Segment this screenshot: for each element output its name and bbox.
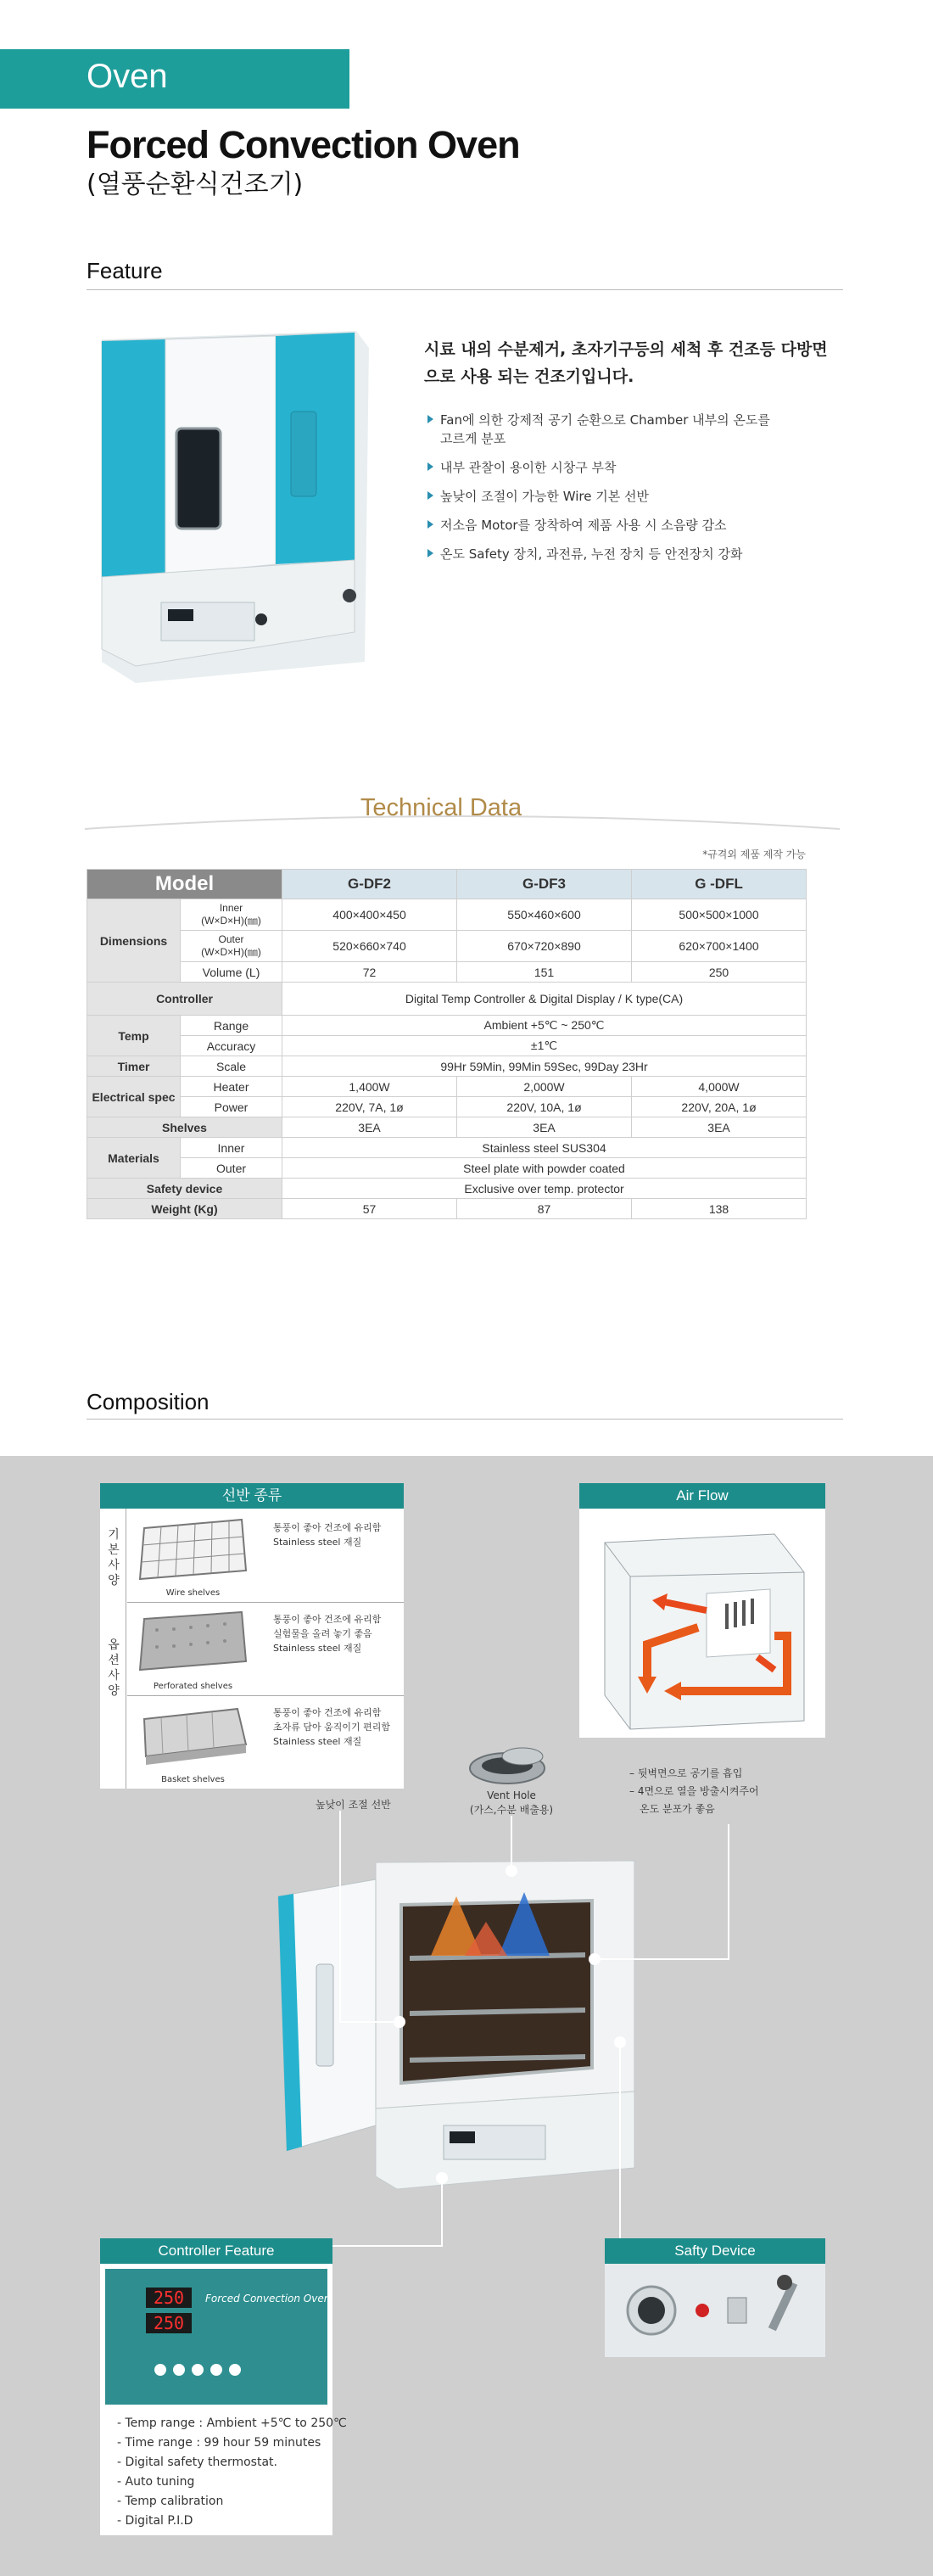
basket-shelf-image xyxy=(136,1702,250,1770)
airflow-notes: – 뒷벽면으로 공기를 흡입 – 4면으로 열을 방출시켜주어 온도 분포가 좋음 xyxy=(629,1767,759,1815)
row-group-label: Shelves xyxy=(87,1117,282,1138)
vent-hole-image xyxy=(465,1738,558,1790)
table-cell: 400×400×450 xyxy=(282,899,457,931)
perforated-shelf-image xyxy=(136,1609,250,1677)
feature-bullet: 저소음 Motor를 장착하여 제품 사용 시 소음량 감소 xyxy=(427,516,869,535)
shelf-description: 통풍이 좋아 건조에 유리함 초자류 담아 움직이기 편리함 Stainless steel 재질 xyxy=(273,1707,391,1747)
feature-bullet: 온도 Safety 장치, 과전류, 누전 장치 등 안전장치 강화 xyxy=(427,545,869,563)
model-col-header: G -DFL xyxy=(632,870,807,899)
wire-shelf-image xyxy=(136,1515,250,1585)
table-cell: 3EA xyxy=(632,1117,807,1138)
shelf-caption: Basket shelves xyxy=(161,1775,225,1784)
airflow-diagram xyxy=(579,1509,825,1738)
table-cell: 99Hr 59Min, 99Min 59Sec, 99Day 23Hr xyxy=(282,1056,807,1077)
controller-leader-line xyxy=(441,2177,443,2245)
composition-section-title: Composition xyxy=(87,1389,210,1414)
table-cell: Stainless steel SUS304 xyxy=(282,1138,807,1158)
shelves-divider xyxy=(127,1695,404,1696)
option-spec-label: 옵션사양 xyxy=(108,1638,120,1698)
table-cell: 520×660×740 xyxy=(282,931,457,962)
bullet-arrow-icon xyxy=(427,520,433,529)
safety-device-image xyxy=(605,2264,825,2357)
sv-display: 250 xyxy=(146,2313,192,2333)
table-cell: Digital Temp Controller & Digital Display / K type(CA) xyxy=(282,983,807,1016)
row-group-label: Weight (Kg) xyxy=(87,1199,282,1219)
control-button[interactable] xyxy=(154,2364,166,2376)
row-label: Outer (W×D×H)(㎜) xyxy=(181,931,282,962)
table-cell: 151 xyxy=(457,962,632,983)
bullet-arrow-icon xyxy=(427,549,433,557)
table-cell: 72 xyxy=(282,962,457,983)
row-label: Inner xyxy=(181,1138,282,1158)
table-cell: Exclusive over temp. protector xyxy=(282,1179,807,1199)
table-cell: 550×460×600 xyxy=(457,899,632,931)
bullet-arrow-icon xyxy=(427,462,433,471)
table-cell: 87 xyxy=(457,1199,632,1219)
row-group-label: Timer xyxy=(87,1056,181,1077)
shelf-caption: Wire shelves xyxy=(165,1588,221,1598)
category-banner xyxy=(0,49,349,109)
control-button[interactable] xyxy=(229,2364,241,2376)
control-button[interactable] xyxy=(192,2364,204,2376)
table-cell: 138 xyxy=(632,1199,807,1219)
table-cell: 3EA xyxy=(282,1117,457,1138)
feature-lead-line: 으로 사용 되는 건조기입니다. xyxy=(424,367,634,386)
table-cell: 4,000W xyxy=(632,1077,807,1097)
shelf-leader-line xyxy=(339,1811,341,2021)
row-group-label: Temp xyxy=(87,1016,181,1056)
controller-buttons xyxy=(154,2364,282,2379)
row-group-label: Dimensions xyxy=(87,899,181,983)
bullet-arrow-icon xyxy=(427,491,433,500)
feature-lead-text xyxy=(424,336,865,390)
feature-lead-line: 시료 내의 수분제거, 초자기구등의 세척 후 건조등 다방면 xyxy=(424,340,828,359)
table-cell: Ambient +5℃ ~ 250℃ xyxy=(282,1016,807,1036)
row-label: Accuracy xyxy=(181,1036,282,1056)
table-cell: 220V, 10A, 1ø xyxy=(457,1097,632,1117)
row-label: Volume (L) xyxy=(181,962,282,983)
table-cell: 670×720×890 xyxy=(457,931,632,962)
feature-section-title: Feature xyxy=(87,258,163,283)
feature-bullet: 높낮이 조절이 가능한 Wire 기본 선반 xyxy=(427,487,869,506)
vent-leader-dot xyxy=(506,1865,517,1877)
controller-feature-list: - Temp range : Ambient +5℃ to 250℃ - Time range : 99 hour 59 minutes - Digital safety thermostat. - Auto tuning - Temp calibration - Digital P.I.D xyxy=(117,2416,347,2528)
page-subtitle: (열풍순환식건조기) xyxy=(87,170,304,199)
row-group-label: Safety device xyxy=(87,1179,282,1199)
model-col-header: G-DF2 xyxy=(282,870,457,899)
airflow-panel-title: Air Flow xyxy=(579,1483,825,1509)
shelf-caption: Perforated shelves xyxy=(153,1682,233,1691)
table-cell: 250 xyxy=(632,962,807,983)
shelf-leader-dot xyxy=(394,2016,405,2028)
model-col-header: G-DF3 xyxy=(457,870,632,899)
control-button[interactable] xyxy=(210,2364,222,2376)
safety-panel-title: Safty Device xyxy=(605,2238,825,2264)
shelf-description: 통풍이 좋아 건조에 유리함 실험물을 올려 놓기 좋음 Stainless steel 재질 xyxy=(273,1614,382,1654)
airflow-leader-line xyxy=(594,1958,729,1960)
row-group-label: Materials xyxy=(87,1138,181,1179)
table-cell: 220V, 7A, 1ø xyxy=(282,1097,457,1117)
shelf-adjust-label: 높낮이 조절 선반 xyxy=(316,1799,391,1811)
row-label: Inner (W×D×H)(㎜) xyxy=(181,899,282,931)
spec-table xyxy=(87,869,807,1219)
feature-bullet: Fan에 의한 강제적 공기 순환으로 Chamber 내부의 온도를 고르게 분포 xyxy=(427,411,869,448)
safety-leader-line xyxy=(619,2041,621,2241)
model-header: Model xyxy=(87,870,282,899)
controller-face xyxy=(105,2269,331,2405)
table-cell: 220V, 20A, 1ø xyxy=(632,1097,807,1117)
table-cell: 500×500×1000 xyxy=(632,899,807,931)
row-label: Scale xyxy=(181,1056,282,1077)
controller-brand: Forced Convection Oven xyxy=(205,2293,331,2304)
shelf-leader-line xyxy=(339,2021,399,2023)
controller-leader-dot xyxy=(436,2172,448,2184)
table-cell: 2,000W xyxy=(457,1077,632,1097)
page-title: Forced Convection Oven xyxy=(87,123,520,166)
oven-product-image xyxy=(85,322,377,696)
row-label: Heater xyxy=(181,1077,282,1097)
shelves-panel-title: 선반 종류 xyxy=(100,1483,404,1509)
controller-leader-line xyxy=(332,2245,443,2247)
table-cell: 3EA xyxy=(457,1117,632,1138)
composition-divider xyxy=(87,1419,843,1420)
feature-divider xyxy=(87,289,843,290)
open-oven-image xyxy=(270,1845,643,2193)
control-button[interactable] xyxy=(173,2364,185,2376)
safety-leader-dot xyxy=(614,2036,626,2048)
row-label: Power xyxy=(181,1097,282,1117)
row-group-label: Controller xyxy=(87,983,282,1016)
controller-panel-title: Controller Feature xyxy=(100,2238,332,2264)
row-group-label: Electrical spec xyxy=(87,1077,181,1117)
pv-display: 250 xyxy=(146,2288,192,2308)
row-label: Outer xyxy=(181,1158,282,1179)
table-cell: 620×700×1400 xyxy=(632,931,807,962)
feature-bullet: 내부 관찰이 용이한 시창구 부착 xyxy=(427,458,869,477)
airflow-leader-line xyxy=(728,1824,729,1960)
shelves-divider xyxy=(127,1602,404,1603)
table-cell: 1,400W xyxy=(282,1077,457,1097)
table-cell: ±1℃ xyxy=(282,1036,807,1056)
airflow-leader-dot xyxy=(589,1953,601,1965)
category-label: Oven xyxy=(87,58,168,95)
vent-leader-line xyxy=(511,1816,512,1867)
table-cell: 57 xyxy=(282,1199,457,1219)
bullet-arrow-icon xyxy=(427,415,433,423)
vent-hole-label: Vent Hole (가스,수분 배출용) xyxy=(469,1789,554,1816)
tech-data-title: Technical Data xyxy=(360,794,522,821)
table-cell: Steel plate with powder coated xyxy=(282,1158,807,1179)
row-label: Range xyxy=(181,1016,282,1036)
shelf-description: 통풍이 좋아 건조에 유리함 Stainless steel 재질 xyxy=(273,1522,382,1548)
custom-order-note: *규격외 제품 제작 가능 xyxy=(702,848,806,860)
basic-spec-label: 기본사양 xyxy=(108,1528,120,1588)
